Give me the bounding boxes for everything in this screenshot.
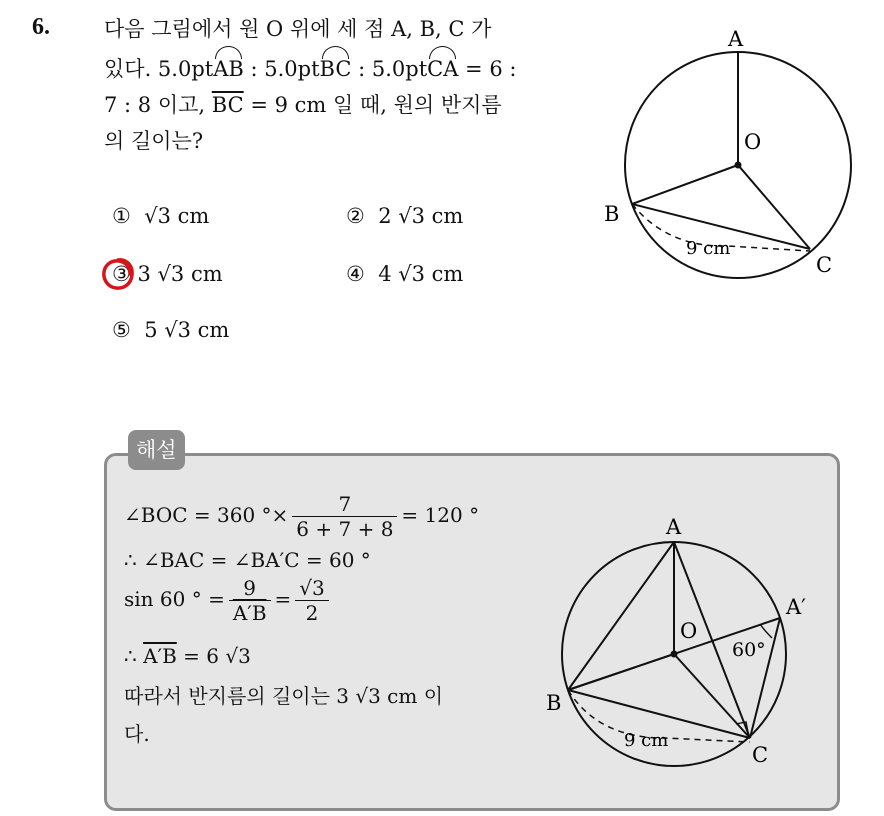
question-line-4: 의 길이는? (104, 129, 204, 153)
question-line-2-prefix: 있다. 5.0pt (104, 57, 214, 81)
question-line-3 (104, 90, 502, 120)
question-line-2-suffix: = 6 : (458, 57, 517, 81)
choice-5[interactable] (112, 318, 229, 342)
solution-line-1-prefix: ∠BOC = 360 °× (124, 503, 289, 527)
ratio-sep-1: : 5.0pt (243, 57, 320, 81)
arc-ca: CA (427, 54, 458, 84)
solution-line-4-suffix: = 6 √3 (176, 644, 251, 668)
label-b: B (604, 202, 620, 226)
choice-2[interactable] (346, 204, 463, 228)
fraction-root3-over-2 (295, 576, 328, 625)
solution-line-5: 따라서 반지름의 길이는 3 √3 cm 이 (124, 684, 444, 708)
choice-3-text: 3 √3 cm (137, 262, 223, 286)
question-line-2 (104, 54, 516, 84)
label-o: O (744, 130, 762, 154)
solution-line-2: ∴ ∠BAC = ∠BA′C = 60 ° (124, 548, 371, 572)
solution-line-6: 다. (124, 722, 150, 746)
segment-bc: $\overline{BC}$ (211, 93, 244, 117)
label-length: 9 cm (686, 238, 731, 259)
label-a: A (728, 27, 744, 51)
radius-ob (632, 165, 738, 204)
question-line-1: 다음 그림에서 원 O 위에 세 점 A, B, C 가 (104, 17, 492, 41)
solution-line-4-prefix: ∴ (124, 644, 144, 668)
question-line-3-prefix: 7 : 8 이고, (104, 93, 212, 117)
choice-1[interactable] (112, 204, 209, 228)
center-point (735, 162, 742, 169)
fraction-denominator: A′B (229, 600, 271, 625)
label-b: B (546, 691, 562, 715)
label-length: 9 cm (624, 730, 669, 751)
solution-circle-diagram (546, 510, 836, 770)
choice-2-number: ② (346, 204, 365, 228)
choice-1-number: ① (112, 204, 131, 228)
fraction-numerator: 7 (338, 492, 352, 516)
fraction-numerator: 9 (243, 576, 257, 600)
label-c: C (816, 253, 833, 277)
arc-bc: BC (320, 54, 352, 84)
fraction-9-over-ab (229, 576, 271, 625)
choice-5-number: ⑤ (112, 318, 131, 342)
solution-line-3-equals: = (274, 587, 292, 611)
choice-5-text: 5 √3 cm (144, 318, 230, 342)
center-point (671, 651, 678, 658)
label-c: C (752, 743, 769, 767)
angle-arc-60 (760, 624, 772, 638)
arc-ab: AB (213, 54, 244, 84)
question-circle-diagram (598, 20, 868, 290)
choice-2-text: 2 √3 cm (378, 204, 464, 228)
solution-line-1 (124, 492, 479, 541)
question-line-3-suffix: = 9 cm 일 때, 원의 반지름 (243, 93, 502, 117)
label-angle: 60° (732, 639, 766, 661)
segment-oc (674, 654, 750, 738)
choice-3-number: ③ (112, 262, 131, 286)
solution-tag: 해설 (128, 430, 185, 470)
segment-ab (568, 542, 674, 690)
solution-line-3-prefix: sin 60 ° = (124, 587, 225, 611)
choice-4[interactable] (346, 262, 463, 286)
choice-4-number: ④ (346, 262, 365, 286)
segment-a-prime-b: A′B (143, 644, 177, 668)
label-a: A (666, 515, 682, 539)
question-number: 6. (32, 14, 50, 40)
solution-line-4 (124, 644, 251, 668)
fraction-denominator: 2 (295, 600, 328, 625)
radius-oc (738, 165, 810, 249)
ratio-sep-2: : 5.0pt (351, 57, 428, 81)
choice-1-text: √3 cm (144, 204, 210, 228)
solution-line-3 (124, 576, 333, 625)
answer-circle-mark (100, 256, 136, 292)
fraction-denominator: 6 + 7 + 8 (292, 516, 397, 541)
choice-4-text: 4 √3 cm (378, 262, 464, 286)
fraction-numerator: √3 (299, 576, 325, 600)
label-a-prime: A′ (786, 595, 806, 619)
fraction-7-over-21 (292, 492, 397, 541)
solution-line-1-suffix: = 120 ° (401, 503, 480, 527)
label-o: O (680, 619, 698, 643)
